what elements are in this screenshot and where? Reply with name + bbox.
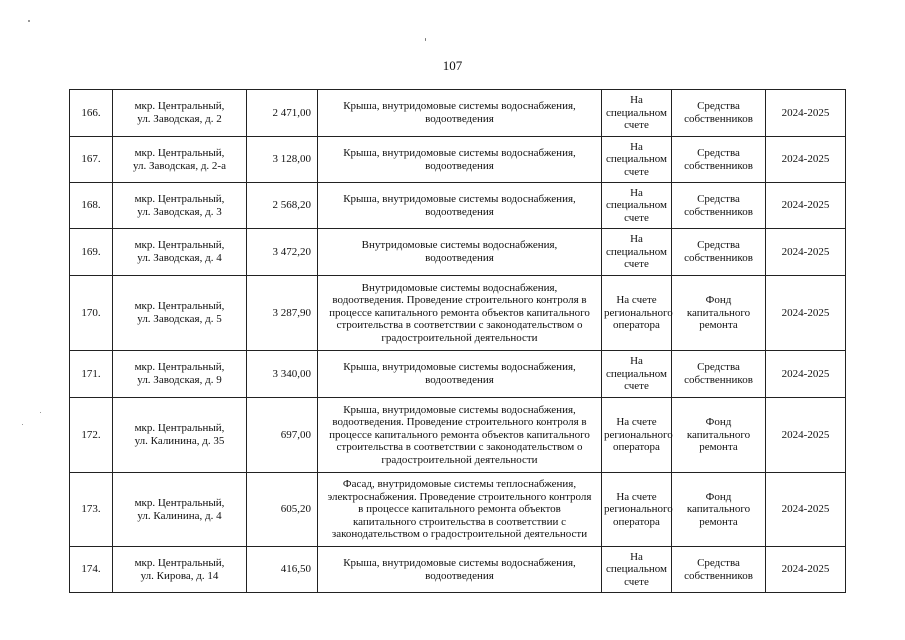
row-number: 169. [70,229,113,276]
address-cell [113,547,247,593]
address-cell [113,137,247,183]
address-line: мкр. Центральный, [134,146,225,159]
page-number: 107 [442,58,463,73]
works-line: Фасад, внутридомовые системы теплоснабжения, [342,478,577,491]
address-cell [113,473,247,547]
works-line: водоотведения [425,113,494,125]
funding-source-cell [672,276,766,351]
works-cell [318,90,602,137]
works-cell [318,473,602,547]
area-cell: 2 568,20 [247,183,318,229]
address-line: ул. Кирова, д. 14 [140,569,219,582]
works-line: водоотведения. Проведение строительного контроля в [332,416,587,429]
period-cell: 2024-2025 [766,90,846,137]
account-cell [602,473,672,547]
funding-source-cell [672,547,766,593]
area-cell: 697,00 [247,398,318,473]
works-cell [318,547,602,593]
address-line: мкр. Центральный, [134,422,225,435]
address-line: ул. Заводская, д. 5 [137,313,222,325]
row-number: 167. [70,137,113,183]
address-line: мкр. Центральный, [134,300,225,313]
account-line: регионального [604,428,673,441]
table-row [70,473,846,547]
account-line: На [630,355,643,368]
scan-speck [40,412,41,413]
address-cell [113,90,247,137]
address-cell [113,229,247,276]
works-line: строительства в соответствии с законодательством о [336,441,583,454]
works-line: в процессе капитального ремонта объектов [358,503,561,516]
period-cell: 2024-2025 [766,183,846,229]
account-line: На счете [616,490,657,503]
account-line: счете [624,211,649,224]
funding-source-cell [672,137,766,183]
account-line: регионального [604,503,673,516]
period-cell: 2024-2025 [766,398,846,473]
address-line: ул. Заводская, д. 4 [137,252,222,264]
row-number: 168. [70,183,113,229]
period-cell: 2024-2025 [766,137,846,183]
area-cell: 3 340,00 [247,351,318,398]
works-line: законодательством о градостроительной деятельности [331,528,588,541]
works-line: Внутридомовые системы водоснабжения, [361,281,558,294]
area-cell: 3 472,20 [247,229,318,276]
works-line: водоотведения. Проведение строительного контроля в [332,294,587,307]
source-line: ремонта [699,319,738,332]
account-line: На [630,233,643,246]
works-line: градостроительной деятельности [381,331,538,344]
account-line: На [630,94,643,107]
account-cell [602,398,672,473]
source-line: собственников [684,374,753,386]
area-cell: 2 471,00 [247,90,318,137]
funding-source-cell [672,351,766,398]
repair-schedule-table [69,89,846,593]
scan-speck [22,424,23,425]
address-line: мкр. Центральный, [134,556,225,569]
account-line: На счете [616,416,657,429]
works-cell [318,351,602,398]
account-line: оператора [613,441,660,454]
period-cell: 2024-2025 [766,229,846,276]
account-line: счете [624,119,649,132]
works-line: Крыша, внутридомовые системы водоснабжения, [343,192,576,205]
source-line: Средства [697,556,740,569]
row-number: 172. [70,398,113,473]
funding-source-cell [672,473,766,547]
funding-source-cell [672,229,766,276]
period-cell: 2024-2025 [766,351,846,398]
table-row [70,90,846,137]
account-line: специальном [605,367,668,380]
address-line: ул. Калинина, д. 4 [137,509,222,522]
account-line: регионального [604,306,673,319]
account-line: счете [624,575,649,588]
address-line: ул. Заводская, д. 2 [137,113,222,125]
funding-source-cell [672,183,766,229]
works-cell [318,183,602,229]
account-line: специальном [605,153,668,166]
source-line: капитального [686,306,751,319]
address-line: мкр. Центральный, [134,361,225,374]
source-line: ремонта [699,441,738,454]
source-line: собственников [684,205,753,218]
source-line: собственников [684,252,753,264]
works-cell [318,229,602,276]
works-cell [318,137,602,183]
row-number: 171. [70,351,113,398]
account-line: специальном [605,563,668,576]
table-row [70,398,846,473]
works-line: градостроительной деятельности [381,453,538,466]
address-line: мкр. Центральный, [134,192,225,205]
account-line: счете [624,258,649,271]
area-cell: 3 128,00 [247,137,318,183]
account-cell [602,90,672,137]
works-line: водоотведения [425,252,494,264]
works-line: водоотведения [425,159,494,172]
source-line: Фонд [705,490,732,503]
funding-source-cell [672,398,766,473]
works-line: строительства в соответствии с законодательством о [336,319,583,332]
row-number: 166. [70,90,113,137]
account-line: На [630,140,643,153]
source-line: капитального [686,428,751,441]
account-cell [602,276,672,351]
area-cell: 605,20 [247,473,318,547]
table-row [70,351,846,398]
source-line: Средства [697,239,740,252]
works-line: Крыша, внутридомовые системы водоснабжения, [343,361,576,374]
table-row [70,183,846,229]
address-cell [113,183,247,229]
account-cell [602,229,672,276]
table-row [70,276,846,351]
works-line: водоотведения [425,205,494,218]
works-line: процессе капитального ремонта объектов капитального [329,306,590,319]
account-cell [602,183,672,229]
works-line: Внутридомовые системы водоснабжения, [361,239,558,252]
account-line: оператора [613,515,660,528]
address-line: мкр. Центральный, [134,239,225,252]
source-line: ремонта [699,515,738,528]
row-number: 174. [70,547,113,593]
account-cell [602,351,672,398]
works-line: Крыша, внутридомовые системы водоснабжения, [343,146,576,159]
account-line: специальном [605,106,668,119]
address-line: ул. Заводская, д. 9 [137,374,222,386]
works-cell [318,398,602,473]
source-line: Фонд [705,294,732,307]
source-line: Фонд [705,416,732,429]
source-line: Средства [697,100,740,113]
address-cell [113,351,247,398]
source-line: собственников [684,113,753,125]
period-cell: 2024-2025 [766,276,846,351]
address-cell [113,276,247,351]
works-line: Крыша, внутридомовые системы водоснабжения, [343,100,576,113]
works-line: Крыша, внутридомовые системы водоснабжения, [343,403,576,416]
address-line: ул. Заводская, д. 3 [137,205,222,218]
account-line: счете [624,380,649,393]
table-row [70,547,846,593]
account-line: специальном [605,199,668,212]
source-line: Средства [697,146,740,159]
table-row [70,229,846,276]
scan-speck [28,20,30,22]
account-line: На [630,186,643,199]
works-line: капитального строительства в соответствии с [353,515,566,528]
address-line: ул. Заводская, д. 2-а [133,159,226,172]
address-line: мкр. Центральный, [134,496,225,509]
address-cell [113,398,247,473]
works-line: процессе капитального ремонта объектов капитального [329,428,590,441]
scan-speck [425,38,426,41]
source-line: собственников [684,159,753,172]
works-cell [318,276,602,351]
source-line: собственников [684,569,753,582]
works-line: водоотведения [425,374,494,386]
account-line: специальном [605,245,668,258]
account-cell [602,547,672,593]
account-line: На счете [616,294,657,307]
account-line: счете [624,165,649,178]
area-cell: 3 287,90 [247,276,318,351]
source-line: Средства [697,192,740,205]
table-row [70,137,846,183]
account-line: На [630,550,643,563]
works-line: электроснабжения. Проведение строительного контроля [327,490,592,503]
funding-source-cell [672,90,766,137]
row-number: 170. [70,276,113,351]
source-line: Средства [697,361,740,374]
period-cell: 2024-2025 [766,473,846,547]
source-line: капитального [686,503,751,516]
works-line: Крыша, внутридомовые системы водоснабжения, [343,556,576,569]
area-cell: 416,50 [247,547,318,593]
period-cell: 2024-2025 [766,547,846,593]
row-number: 173. [70,473,113,547]
address-line: ул. Калинина, д. 35 [134,435,225,447]
account-line: оператора [613,319,660,332]
works-line: водоотведения [425,569,494,582]
account-cell [602,137,672,183]
address-line: мкр. Центральный, [134,100,225,113]
